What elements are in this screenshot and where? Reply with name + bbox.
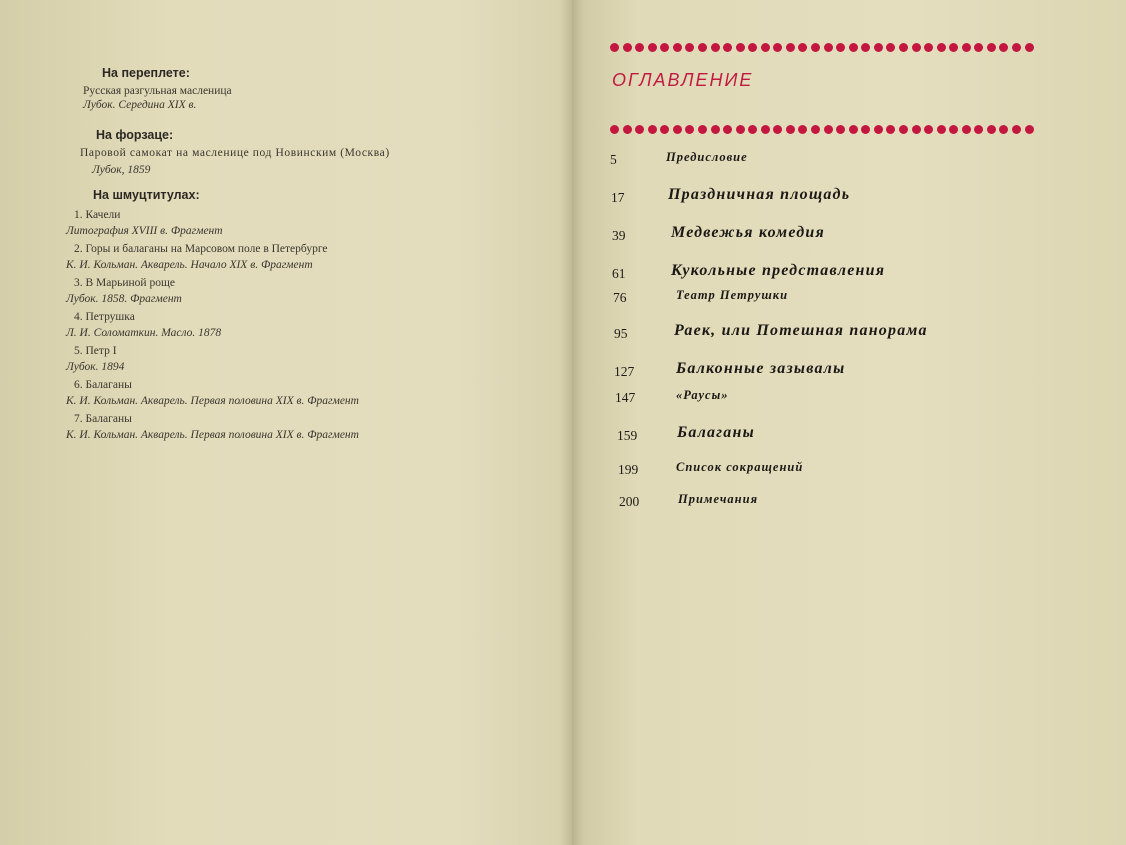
half-title-caption: Лубок. 1858. Фрагмент: [66, 292, 182, 305]
border-dot: [673, 43, 682, 52]
half-title-caption: К. И. Кольман. Акварель. Первая половина XIX в. Фрагмент: [66, 428, 359, 441]
cover-section: [102, 66, 190, 80]
border-dot: [987, 125, 996, 134]
endpaper-line: Лубок, 1859: [92, 164, 151, 176]
border-dot: [849, 43, 858, 52]
toc-entry-title: Раек, или Потешная панорама: [674, 322, 928, 339]
border-dot: [999, 43, 1008, 52]
border-dot: [962, 43, 971, 52]
half-titles-heading: На шмуцтитулах:: [93, 188, 200, 202]
border-dot: [761, 43, 770, 52]
toc-entry-title: Медвежья комедия: [671, 224, 825, 241]
cover-line: Русская разгульная масленица: [83, 85, 232, 97]
border-dot: [786, 43, 795, 52]
border-dot: [748, 125, 757, 134]
border-dot: [974, 43, 983, 52]
toc-entry-title: Балаганы: [677, 424, 755, 441]
half-title-item: 7. Балаганы: [74, 413, 132, 425]
toc-page-number: 5: [610, 152, 617, 167]
border-dot: [849, 125, 858, 134]
border-dot: [836, 125, 845, 134]
border-dot: [736, 125, 745, 134]
border-dot: [635, 125, 644, 134]
cover-lines: [83, 84, 232, 112]
border-dot: [698, 43, 707, 52]
bottom-dot-border: [610, 124, 1034, 134]
toc-entry-title: Театр Петрушки: [676, 288, 789, 302]
border-dot: [660, 125, 669, 134]
border-dot: [949, 125, 958, 134]
cover-heading: На переплете:: [102, 66, 190, 80]
border-dot: [761, 125, 770, 134]
endpaper-line: Паровой самокат на масленице под Новинским (Москва): [80, 147, 390, 159]
half-title-caption: Лубок. 1894: [66, 360, 125, 373]
top-dot-border: [610, 42, 1034, 52]
border-dot: [648, 125, 657, 134]
border-dot: [711, 43, 720, 52]
border-dot: [773, 125, 782, 134]
half-titles-lines: [66, 208, 359, 443]
border-dot: [824, 43, 833, 52]
border-dot: [685, 125, 694, 134]
book-gutter: [560, 0, 584, 845]
half-title-item: 3. В Марьиной роще: [74, 277, 175, 289]
border-dot: [610, 43, 619, 52]
border-dot: [824, 125, 833, 134]
border-dot: [798, 43, 807, 52]
half-titles-section: [93, 188, 200, 202]
border-dot: [924, 125, 933, 134]
border-dot: [635, 43, 644, 52]
toc-page-number: 200: [619, 494, 640, 509]
border-dot: [974, 125, 983, 134]
border-dot: [811, 125, 820, 134]
half-title-caption: К. И. Кольман. Акварель. Первая половина XIX в. Фрагмент: [66, 394, 359, 407]
border-dot: [773, 43, 782, 52]
border-dot: [723, 125, 732, 134]
border-dot: [1025, 125, 1034, 134]
border-dot: [610, 125, 619, 134]
half-title-caption: К. И. Кольман. Акварель. Начало XIX в. Фрагмент: [66, 258, 313, 271]
border-dot: [1012, 125, 1021, 134]
border-dot: [648, 43, 657, 52]
toc-entry-title: Список сокращений: [676, 460, 804, 474]
border-dot: [912, 125, 921, 134]
border-dot: [937, 43, 946, 52]
border-dot: [660, 43, 669, 52]
border-dot: [962, 125, 971, 134]
border-dot: [748, 43, 757, 52]
border-dot: [937, 125, 946, 134]
border-dot: [987, 43, 996, 52]
border-dot: [999, 125, 1008, 134]
border-dot: [698, 125, 707, 134]
toc-page-number: 39: [612, 228, 626, 243]
border-dot: [798, 125, 807, 134]
border-dot: [685, 43, 694, 52]
border-dot: [899, 43, 908, 52]
toc-page-number: 76: [613, 290, 627, 305]
border-dot: [623, 125, 632, 134]
border-dot: [861, 43, 870, 52]
border-dot: [623, 43, 632, 52]
endpaper-section: [96, 128, 173, 142]
border-dot: [711, 125, 720, 134]
toc-entry-title: «Раусы»: [676, 388, 729, 402]
cover-line: Лубок. Середина XIX в.: [83, 99, 197, 111]
toc-title: ОГЛАВЛЕНИЕ: [612, 70, 754, 90]
endpaper-heading: На форзаце:: [96, 128, 174, 142]
border-dot: [886, 125, 895, 134]
half-title-item: 4. Петрушка: [74, 311, 135, 323]
half-title-caption: Литография XVIII в. Фрагмент: [66, 224, 223, 237]
border-dot: [861, 125, 870, 134]
border-dot: [949, 43, 958, 52]
toc-entry-title: Кукольные представления: [671, 262, 886, 279]
border-dot: [874, 125, 883, 134]
toc-page-number: 199: [618, 462, 639, 477]
half-title-item: 6. Балаганы: [74, 379, 132, 391]
border-dot: [811, 43, 820, 52]
half-title-item: 2. Горы и балаганы на Марсовом поле в Петербурге: [74, 243, 328, 255]
toc-page-number: 159: [617, 428, 638, 443]
toc-page-number: 147: [615, 390, 636, 405]
border-dot: [1012, 43, 1021, 52]
border-dot: [924, 43, 933, 52]
toc-entry-title: Примечания: [678, 492, 759, 506]
toc-page-number: 95: [614, 326, 628, 341]
toc-page-number: 61: [612, 266, 626, 281]
border-dot: [786, 125, 795, 134]
border-dot: [899, 125, 908, 134]
border-dot: [912, 43, 921, 52]
border-dot: [723, 43, 732, 52]
border-dot: [836, 43, 845, 52]
endpaper-lines: [80, 146, 390, 177]
border-dot: [736, 43, 745, 52]
border-dot: [673, 125, 682, 134]
toc-page-number: 17: [611, 190, 625, 205]
toc-page-number: 127: [614, 364, 635, 379]
border-dot: [886, 43, 895, 52]
half-title-item: 5. Петр I: [74, 345, 117, 357]
toc-entry-title: Праздничная площадь: [668, 186, 851, 203]
toc-entry-title: Предисловие: [666, 150, 748, 164]
toc-entry-title: Балконные зазывалы: [676, 360, 846, 377]
half-title-item: 1. Качели: [74, 209, 121, 221]
border-dot: [1025, 43, 1034, 52]
half-title-caption: Л. И. Соломаткин. Масло. 1878: [66, 326, 222, 339]
border-dot: [874, 43, 883, 52]
